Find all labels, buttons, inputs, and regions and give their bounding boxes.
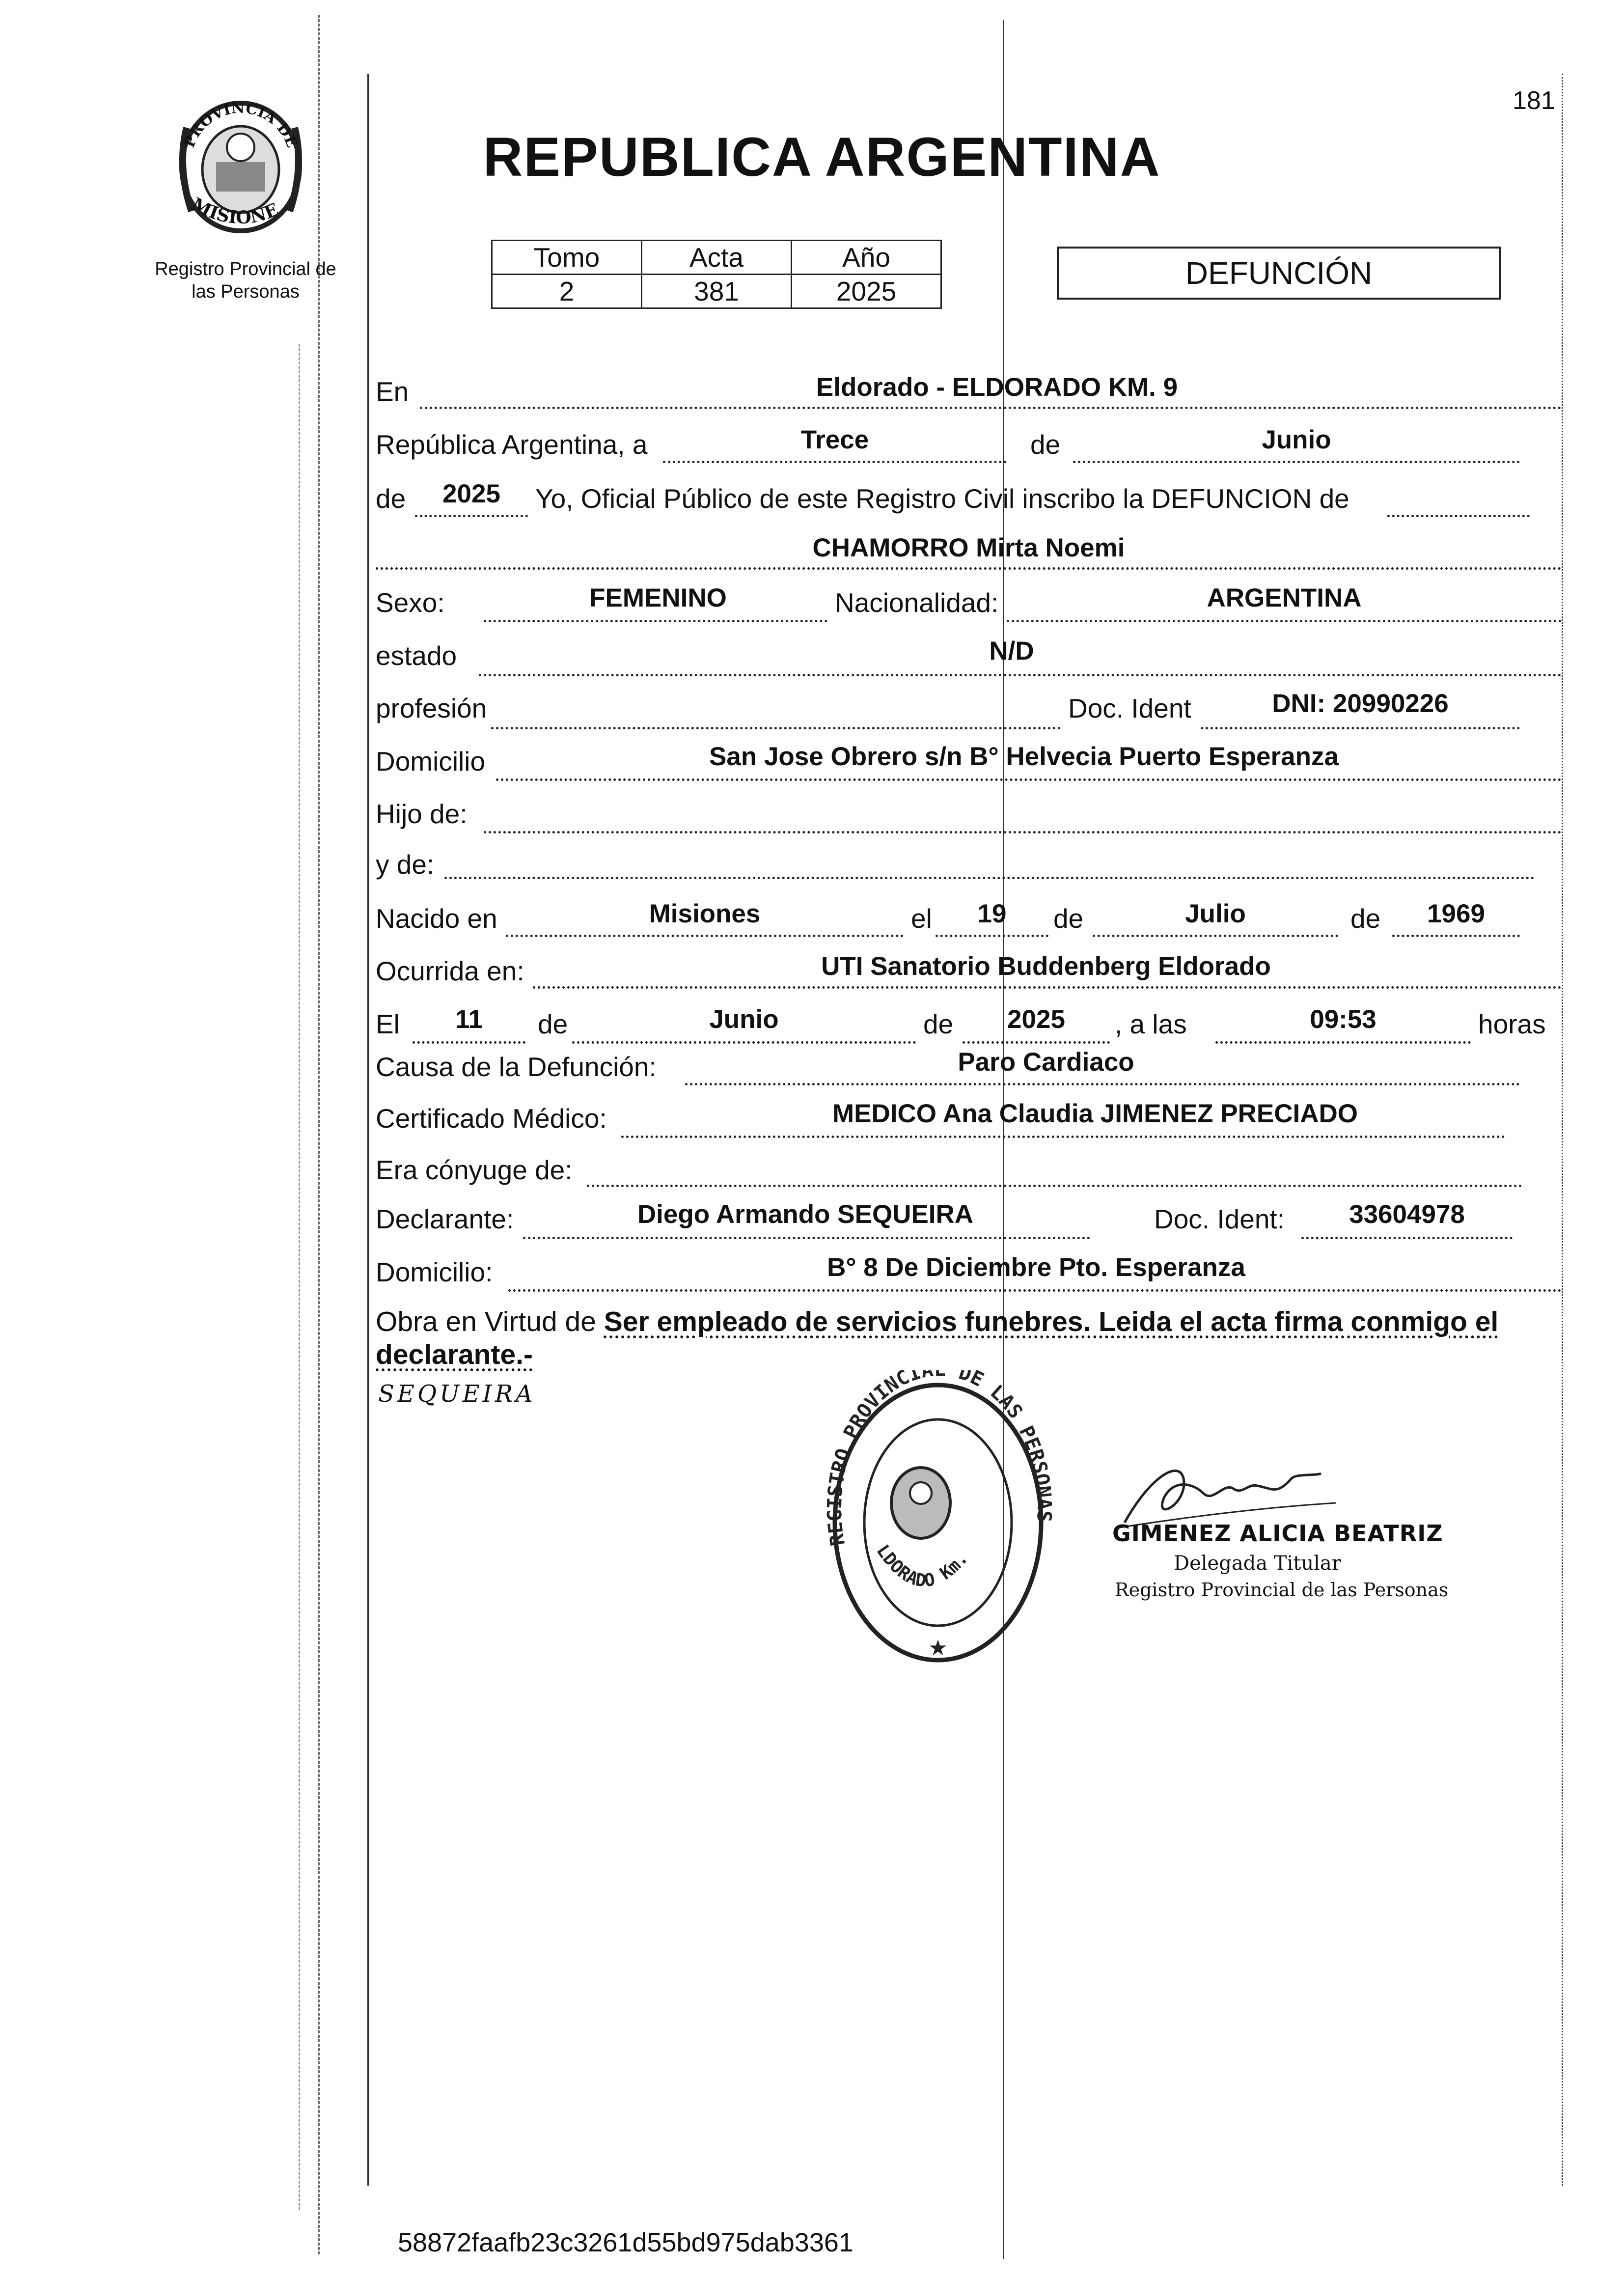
ocurrida-value: UTI Sanatorio Buddenberg Eldorado	[821, 952, 1271, 981]
domicilio2-label: Domicilio:	[376, 1257, 493, 1287]
en-label: En	[376, 376, 409, 407]
el-label: el	[911, 903, 932, 934]
birth-year-dotline	[1392, 935, 1520, 937]
birth-year-value: 1969	[1427, 899, 1485, 928]
de-label-2: de	[376, 483, 406, 514]
registry-value-tomo: 2	[492, 275, 642, 308]
registry-header-acta: Acta	[642, 241, 792, 275]
decl-doc-label: Doc. Ident:	[1154, 1204, 1285, 1234]
death-month-value: Junio	[709, 1005, 779, 1034]
sexo-label: Sexo:	[376, 587, 445, 618]
conyuge-label: Era cónyuge de:	[376, 1155, 573, 1185]
official-name: GIMENEZ ALICIA BEATRIZ	[1112, 1520, 1443, 1547]
day-dotline	[663, 461, 1007, 463]
causa-value: Paro Cardiaco	[958, 1048, 1134, 1077]
sexo-dotline	[484, 620, 827, 622]
certificado-value: MEDICO Ana Claudia JIMENEZ PRECIADO	[832, 1099, 1358, 1128]
year-value: 2025	[442, 479, 500, 508]
nacionalidad-label: Nacionalidad:	[835, 587, 999, 618]
declarante-label: Declarante:	[376, 1204, 514, 1234]
svg-text:★: ★	[928, 1636, 948, 1660]
decl-doc-value: 33604978	[1349, 1200, 1465, 1229]
registry-header-row	[492, 241, 941, 275]
registry-seal	[815, 1370, 1061, 1675]
death-year-value: 2025	[1007, 1005, 1065, 1034]
estado-label: estado	[376, 640, 457, 671]
estado-dotline	[479, 674, 1562, 676]
ocurrida-dotline	[533, 986, 1562, 989]
estado-value: N/D	[989, 637, 1034, 666]
birth-day-value: 19	[977, 899, 1007, 928]
certificado-label: Certificado Médico:	[376, 1103, 607, 1134]
registry-value-acta: 381	[642, 275, 792, 308]
name-dotline	[376, 567, 1562, 570]
page-title: REPUBLICA ARGENTINA	[483, 126, 1161, 188]
registry-value-ano: 2025	[792, 275, 941, 308]
causa-dotline	[685, 1083, 1520, 1085]
left-scan-mark	[318, 15, 320, 2254]
ocurrida-label: Ocurrida en:	[376, 956, 524, 986]
death-day-dotline	[413, 1041, 525, 1044]
de-label-6: de	[923, 1009, 954, 1039]
seal-ring-text: REGISTRO PROVINCIA DE LAS PERSONAS	[823, 1370, 1056, 1548]
declarante-dotline	[523, 1237, 1090, 1239]
obra-value-end: declarante.-	[376, 1339, 533, 1370]
doc-ident-value: DNI: 20990226	[1272, 689, 1449, 718]
de-label-1: de	[1030, 429, 1061, 460]
domicilio2-dotline	[508, 1289, 1562, 1292]
declarant-signature: SEQUEIRA	[378, 1380, 536, 1408]
hijo-dotline	[484, 831, 1562, 833]
doc-ident-dotline	[1201, 727, 1520, 729]
republica-label: República Argentina, a	[376, 429, 648, 460]
registry-value-row	[492, 275, 941, 308]
official-text: Yo, Oficial Público de este Registro Civil inscribo la DEFUNCION de	[535, 483, 1349, 514]
crest-caption-line2: las Personas	[192, 281, 300, 302]
causa-label: Causa de la Defunción:	[376, 1052, 657, 1082]
horas-label: horas	[1478, 1009, 1546, 1039]
registry-header-tomo: Tomo	[492, 241, 642, 275]
page-number: 181	[1513, 86, 1555, 115]
domicilio-dotline	[496, 778, 1562, 781]
a-las-label: , a las	[1115, 1009, 1187, 1039]
left-scan-mark-2	[299, 344, 300, 2210]
place-value: Eldorado - ELDORADO KM. 9	[816, 373, 1178, 402]
domicilio2-value: B° 8 De Diciembre Pto. Esperanza	[827, 1253, 1245, 1282]
crest-top-text: PROVINCIA DE	[181, 99, 301, 150]
nacido-en-value: Misiones	[649, 899, 761, 928]
document-type-box: DEFUNCIÓN	[1057, 247, 1501, 300]
yde-dotline	[444, 877, 1535, 879]
registry-header-ano: Año	[792, 241, 941, 275]
fold-line	[1003, 20, 1004, 2259]
declarante-value: Diego Armando SEQUEIRA	[637, 1200, 974, 1229]
nacionalidad-value: ARGENTINA	[1207, 583, 1362, 612]
obra-label: Obra en Virtud de	[376, 1306, 596, 1337]
crest-caption-line1: Registro Provincial de	[155, 259, 336, 279]
document-hash: 58872faafb23c3261d55bd975dab3361	[398, 2228, 853, 2257]
nacido-label: Nacido en	[376, 903, 497, 934]
death-year-dotline	[963, 1041, 1110, 1044]
death-time-dotline	[1215, 1041, 1471, 1044]
hijo-label: Hijo de:	[376, 799, 468, 829]
death-month-dotline	[572, 1041, 916, 1044]
month-value: Junio	[1262, 425, 1331, 454]
crest-bottom-text: MISIONE	[188, 194, 282, 228]
birth-day-dotline	[936, 935, 1048, 937]
obra-paragraph	[376, 1304, 1554, 1339]
birth-month-dotline	[1093, 935, 1338, 937]
conyuge-dotline	[587, 1185, 1522, 1187]
nacido-dotline	[506, 935, 904, 937]
death-time-value: 09:53	[1310, 1005, 1376, 1034]
right-margin-line	[1562, 74, 1563, 2186]
profesion-dotline	[491, 727, 1061, 729]
domicilio-label: Domicilio	[376, 746, 486, 777]
place-dotline	[420, 407, 1562, 409]
profesion-label: profesión	[376, 693, 487, 723]
nacionalidad-dotline	[1007, 620, 1562, 622]
de-label-3: de	[1053, 903, 1084, 934]
month-dotline	[1073, 461, 1520, 463]
deceased-name-value: CHAMORRO Mirta Noemi	[812, 533, 1125, 562]
official-role: Delegada Titular	[1174, 1552, 1341, 1575]
crest-caption	[142, 258, 349, 303]
decl-doc-dotline	[1301, 1237, 1513, 1239]
death-day-value: 11	[455, 1005, 483, 1034]
official-dotline	[1387, 515, 1530, 517]
yde-label: y de:	[376, 849, 435, 880]
day-words-value: Trece	[800, 425, 869, 454]
doc-ident-label: Doc. Ident	[1068, 693, 1191, 723]
seal-bottom-text: LDORADO Km.	[872, 1541, 972, 1591]
registry-table	[491, 240, 942, 309]
de-label-4: de	[1350, 903, 1381, 934]
left-margin-line	[367, 74, 369, 2186]
domicilio-value: San Jose Obrero s/n B° Helvecia Puerto Esperanza	[709, 742, 1339, 771]
de-label-5: de	[538, 1009, 568, 1039]
obra-value: Ser empleado de servicios funebres. Leida el acta firma conmigo el	[604, 1306, 1499, 1337]
official-office: Registro Provincial de las Personas	[1115, 1579, 1449, 1601]
year-dotline	[415, 515, 528, 517]
certificado-dotline	[621, 1136, 1505, 1138]
sexo-value: FEMENINO	[589, 583, 727, 612]
el-upper-label: El	[376, 1009, 400, 1039]
birth-month-value: Julio	[1185, 899, 1246, 928]
